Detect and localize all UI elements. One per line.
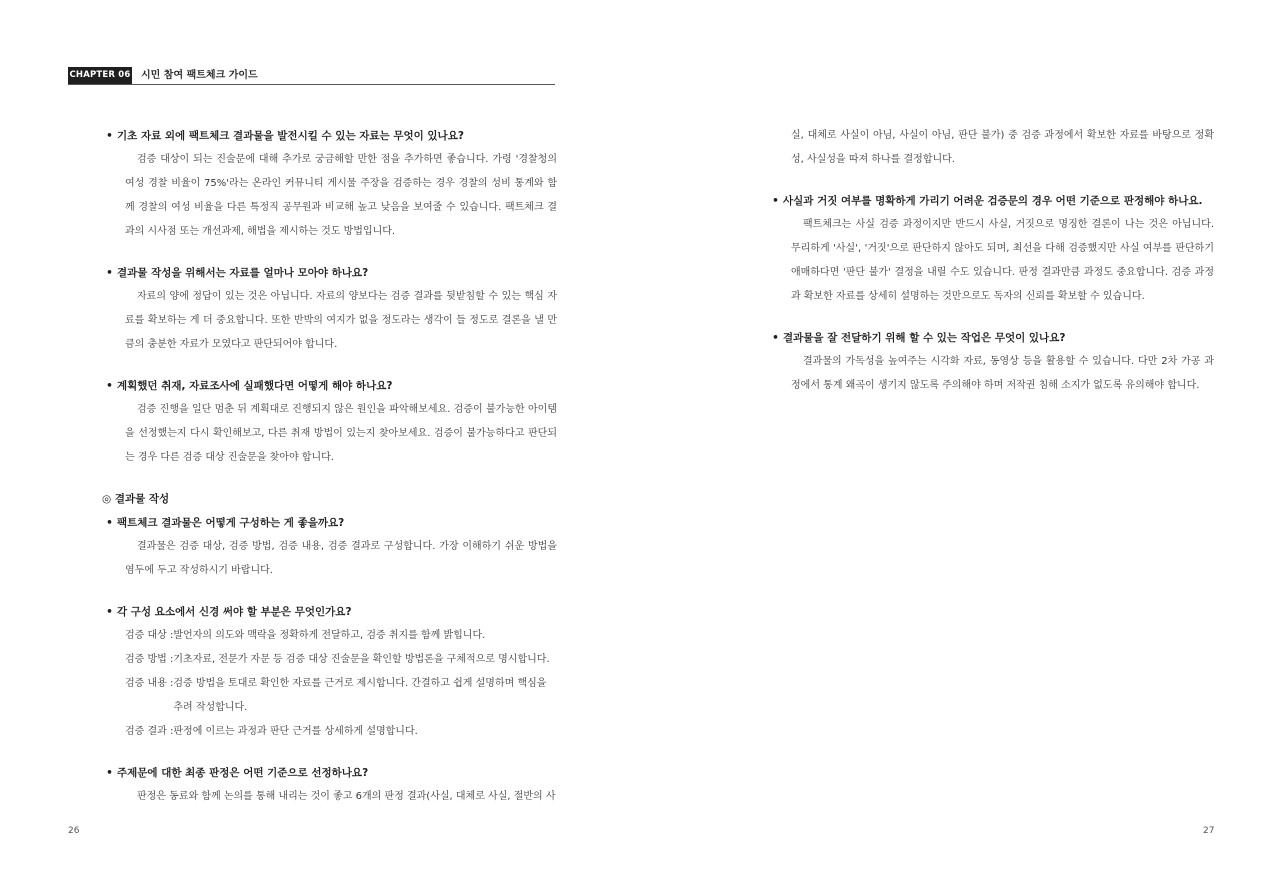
chapter-label: CHAPTER 06 [68, 67, 132, 84]
header-divider [68, 84, 555, 85]
qa-item [102, 761, 557, 809]
bullet-icon: • [106, 767, 113, 779]
qa-item [102, 261, 557, 357]
component-term: 검증 내용 : [125, 678, 174, 689]
component-desc: 기초자료, 전문가 자문 등 검증 대상 진술문을 확인할 방법론을 구체적으로 명시합니다. [173, 654, 550, 665]
answer: 결과물의 가독성을 높여주는 시각화 자료, 동영상 등을 활용할 수 있습니다. 다만 2차 가공 과정에서 통계 왜곡이 생기지 않도록 주의해야 하며 저작권 침해 소지가 없도록 유의해야 합니다. [791, 356, 1214, 391]
page-number-left: 26 [68, 826, 80, 836]
page-number-right: 27 [1203, 826, 1215, 836]
component-term: 검증 대상 : [125, 630, 174, 641]
left-page-content [102, 124, 557, 826]
question: 기초 자료 외에 팩트체크 결과물을 발전시킬 수 있는 자료는 무엇이 있나요? [117, 130, 464, 142]
bullet-icon: • [772, 332, 779, 344]
qa-item [768, 189, 1214, 309]
question: 각 구성 요소에서 신경 써야 할 부분은 무엇인가요? [117, 606, 352, 618]
bullet-icon: • [106, 267, 113, 279]
answer-continuation: 실, 대체로 사실이 아님, 사실이 아님, 판단 불가) 중 검증 과정에서 확보한 자료를 바탕으로 정확성, 사실성을 따져 하나를 결정합니다. [791, 130, 1214, 165]
answer: 판정은 동료와 함께 논의를 통해 내리는 것이 좋고 6개의 판정 결과(사실, 대체로 사실, 절반의 사 [137, 791, 556, 802]
component-desc: 판정에 이르는 과정과 판단 근거를 상세하게 설명합니다. [173, 726, 418, 737]
question: 사실과 거짓 여부를 명확하게 가리기 어려운 검증문의 경우 어떤 기준으로 판정해야 하나요. [783, 195, 1203, 207]
component-item [102, 672, 557, 720]
component-item [102, 720, 557, 744]
section-heading: ◎ 결과물 작성 [102, 493, 170, 505]
bullet-icon: • [772, 195, 779, 207]
qa-item [768, 326, 1214, 398]
answer: 결과물은 검증 대상, 검증 방법, 검증 내용, 검증 결과로 구성합니다. 가장 이해하기 쉬운 방법을 염두에 두고 작성하시기 바랍니다. [125, 541, 557, 576]
component-term: 검증 결과 : [125, 726, 174, 737]
bullet-icon: • [106, 517, 113, 529]
answer: 팩트체크는 사실 검증 과정이지만 반드시 사실, 거짓으로 명징한 결론이 나는 것은 아닙니다. 무리하게 '사실', '거짓'으로 판단하지 않아도 되며, 최선을 다해 검증했지만 사실 여부를 판단하기 애매하다면 '판단 불가' 결정을 내릴 수도 있습니다. 판정 결과만큼 과정도 중요합니다. 검증 과정과 확보한 자료를 상세히 설명하는 것만으로도 독자의 신뢰를 확보할 수 있습니다. [791, 219, 1214, 302]
question: 팩트체크 결과물은 어떻게 구성하는 게 좋을까요? [117, 517, 345, 529]
question: 주제문에 대한 최종 판정은 어떤 기준으로 선정하나요? [117, 767, 369, 779]
bullet-icon: • [106, 130, 113, 142]
question: 계획했던 취재, 자료조사에 실패했다면 어떻게 해야 하나요? [117, 380, 393, 392]
answer: 검증 대상이 되는 진술문에 대해 추가로 궁금해할 만한 점을 추가하면 좋습니다. 가령 '경찰청의 여성 경찰 비율이 75%'라는 온라인 커뮤니티 게시물 주장을 검증하는 경우 경찰의 성비 통계와 함께 경찰의 여성 비율을 다른 특정직 공무원과 비교해 높고 낮음을 보여줄 수 있습니다. 팩트체크 결과의 시사점 또는 개선과제, 해법을 제시하는 것도 방법입니다. [125, 154, 557, 237]
qa-item [102, 374, 557, 470]
component-desc: 발언자의 의도와 맥락을 정확하게 전달하고, 검증 취지를 함께 밝힙니다. [173, 630, 486, 641]
question: 결과물 작성을 위해서는 자료를 얼마나 모아야 하나요? [117, 267, 369, 279]
question: 결과물을 잘 전달하기 위해 할 수 있는 작업은 무엇이 있나요? [783, 332, 1066, 344]
qa-item [102, 124, 557, 244]
right-page-content [768, 124, 1214, 415]
qa-item [102, 600, 557, 744]
component-item [102, 648, 557, 672]
continued-text [768, 124, 1214, 172]
bullet-icon: • [106, 380, 113, 392]
component-desc: 검증 방법을 토대로 확인한 자료를 근거로 제시합니다. 간결하고 쉽게 설명하며 핵심을 추려 작성합니다. [173, 678, 547, 713]
bullet-icon: • [106, 606, 113, 618]
answer: 자료의 양에 정답이 있는 것은 아닙니다. 자료의 양보다는 검증 결과를 뒷받침할 수 있는 핵심 자료를 확보하는 게 더 중요합니다. 또한 반박의 여지가 없을 정도라는 생각이 들 정도로 결론을 낼 만큼의 충분한 자료가 모였다고 판단되어야 합니다. [125, 291, 557, 350]
answer: 검증 진행을 일단 멈춘 뒤 계획대로 진행되지 않은 원인을 파악해보세요. 검증이 불가능한 아이템을 선정했는지 다시 확인해보고, 다른 취재 방법이 있는지 찾아보세요. 검증이 불가능하다고 판단되는 경우 다른 검증 대상 진술문을 찾아야 합니다. [125, 404, 557, 463]
qa-item [102, 511, 557, 583]
component-item [102, 624, 557, 648]
chapter-title: 시민 참여 팩트체크 가이드 [141, 70, 258, 81]
component-term: 검증 방법 : [125, 654, 174, 665]
